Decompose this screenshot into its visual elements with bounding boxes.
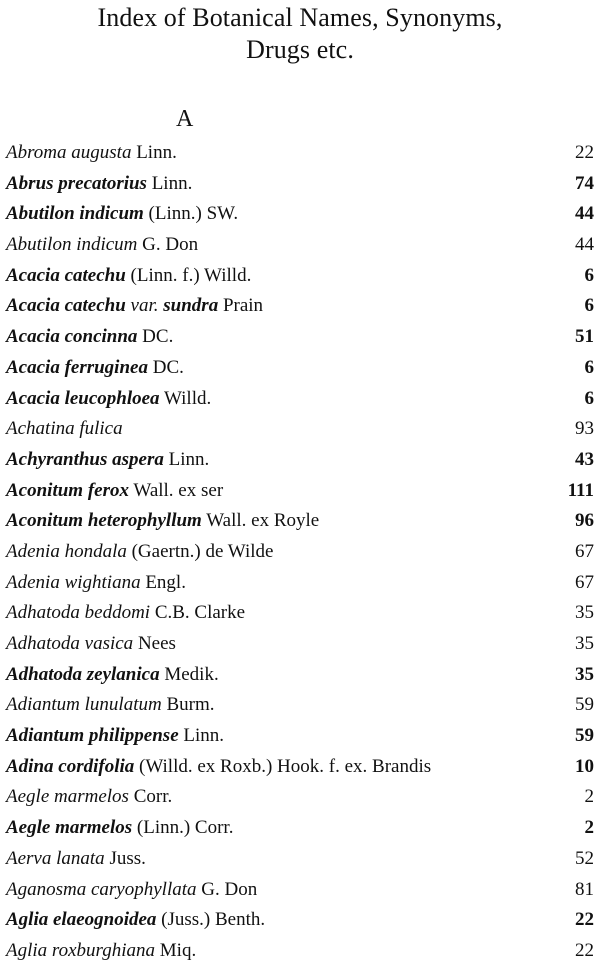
page-number: 43	[575, 448, 594, 470]
index-entry	[0, 476, 600, 507]
index-entry	[0, 138, 600, 169]
author-citation: Linn.	[168, 448, 210, 470]
author-citation: Burm.	[166, 694, 215, 716]
page-number: 111	[567, 479, 594, 501]
page-number: 96	[575, 510, 594, 532]
index-entry	[0, 384, 600, 415]
species-name: Acacia catechu	[6, 295, 126, 317]
entry-name	[6, 445, 209, 476]
species-name: Adhatoda vasica	[6, 633, 134, 654]
entry-name	[6, 844, 146, 875]
page-number: 2	[584, 786, 594, 808]
entry-name	[6, 138, 177, 169]
author-citation: Engl.	[145, 571, 186, 593]
entry-name	[6, 568, 186, 599]
page-number: 6	[584, 356, 594, 378]
index-entry	[0, 506, 600, 537]
index-entry	[0, 414, 600, 445]
page-number: 6	[584, 264, 594, 286]
entry-name	[6, 875, 257, 906]
author-citation: Juss.	[109, 847, 146, 869]
species-name: Acacia catechu	[6, 264, 126, 286]
author-citation: (Linn.) Corr.	[136, 817, 234, 839]
page-number: 67	[575, 540, 594, 562]
index-entry	[0, 844, 600, 875]
species-name: Adhatoda zeylanica	[6, 663, 160, 685]
entry-name	[6, 782, 172, 813]
index-list	[0, 138, 600, 967]
page-number: 22	[575, 142, 594, 163]
entry-name	[6, 322, 173, 353]
species-name: Adhatoda beddomi	[6, 602, 151, 624]
page-number: 74	[575, 172, 594, 194]
page-number: 35	[575, 663, 594, 685]
entry-name	[6, 721, 224, 752]
variety-label: var.	[130, 295, 159, 317]
index-entry	[0, 875, 600, 906]
entry-name	[6, 629, 176, 660]
entry-name	[6, 690, 214, 721]
entry-name	[6, 261, 251, 292]
author-citation: Nees	[137, 633, 176, 654]
index-entry	[0, 568, 600, 599]
index-entry	[0, 936, 600, 967]
author-citation: Linn.	[183, 725, 225, 747]
page-title	[0, 2, 600, 66]
species-name: Adenia hondala	[6, 540, 127, 562]
index-entry	[0, 199, 600, 230]
variety-name: sundra	[163, 295, 219, 317]
species-name: Acacia concinna	[6, 326, 138, 348]
author-citation: Corr.	[133, 786, 173, 808]
index-entry	[0, 721, 600, 752]
species-name: Achatina fulica	[6, 418, 123, 440]
index-entry	[0, 813, 600, 844]
species-name: Abrus precatorius	[6, 172, 147, 194]
entry-name	[6, 813, 233, 844]
index-entry	[0, 230, 600, 261]
author-citation: G. Don	[201, 878, 258, 900]
entry-name	[6, 537, 273, 568]
species-name: Acacia ferruginea	[6, 356, 148, 378]
index-entry	[0, 291, 600, 322]
index-entry	[0, 445, 600, 476]
author-citation: Prain	[222, 295, 264, 317]
author-citation: Miq.	[159, 939, 197, 961]
species-name: Acacia leucophloea	[6, 387, 160, 409]
index-entry	[0, 353, 600, 384]
page-number: 52	[575, 847, 594, 869]
author-citation: Linn.	[136, 142, 177, 163]
index-entry	[0, 660, 600, 691]
index-entry	[0, 537, 600, 568]
species-name: Aconitum ferox	[6, 479, 129, 501]
page-number: 35	[575, 602, 594, 624]
species-name: Adiantum philippense	[6, 725, 179, 747]
author-citation: (Linn. f.) Willd.	[130, 264, 252, 286]
species-name: Aerva lanata	[6, 847, 105, 869]
species-name: Aegle marmelos	[6, 786, 129, 808]
section-letter: A	[176, 106, 194, 132]
index-entry	[0, 322, 600, 353]
author-citation: (Willd. ex Roxb.) Hook. f. ex. Brandis	[139, 755, 432, 777]
index-entry	[0, 169, 600, 200]
species-name: Adiantum lunulatum	[6, 694, 162, 716]
title-line-1: Index of Botanical Names, Synonyms,	[97, 3, 503, 32]
author-citation: (Linn.) SW.	[148, 203, 239, 225]
author-citation: Wall. ex ser	[133, 479, 224, 501]
index-entry	[0, 690, 600, 721]
species-name: Aconitum heterophyllum	[6, 510, 202, 532]
species-name: Aganosma caryophyllata	[6, 878, 197, 900]
page-number: 93	[575, 418, 594, 440]
species-name: Achyranthus aspera	[6, 448, 164, 470]
entry-name	[6, 936, 196, 967]
page-number: 44	[575, 203, 594, 225]
species-name: Aglia elaeognoidea	[6, 909, 157, 931]
entry-name	[6, 230, 198, 261]
page-number: 22	[575, 909, 594, 931]
page-number: 67	[575, 571, 594, 593]
page-number: 35	[575, 633, 594, 654]
entry-name	[6, 199, 238, 230]
author-citation: DC.	[142, 326, 174, 348]
entry-name	[6, 905, 265, 936]
page-number: 59	[575, 694, 594, 716]
entry-name	[6, 752, 431, 783]
species-name: Aegle marmelos	[6, 817, 133, 839]
author-citation: (Gaertn.) de Wilde	[131, 540, 274, 562]
page-number: 59	[575, 725, 594, 747]
author-citation: (Juss.) Benth.	[161, 909, 266, 931]
entry-name	[6, 291, 263, 322]
index-entry	[0, 598, 600, 629]
species-name: Aglia roxburghiana	[6, 939, 156, 961]
page-number: 81	[575, 878, 594, 900]
page-number: 51	[575, 326, 594, 348]
species-name: Adenia wightiana	[6, 571, 141, 593]
page-number: 2	[584, 817, 594, 839]
index-entry	[0, 752, 600, 783]
species-name: Abroma augusta	[6, 142, 132, 163]
page-number: 6	[584, 295, 594, 317]
entry-name	[6, 353, 184, 384]
index-entry	[0, 782, 600, 813]
author-citation: DC.	[152, 356, 184, 378]
page-number: 44	[575, 234, 594, 256]
page-number: 10	[575, 755, 594, 777]
author-citation: Wall. ex Royle	[206, 510, 320, 532]
author-citation: Linn.	[151, 172, 193, 194]
entry-name	[6, 476, 223, 507]
title-line-2: Drugs etc.	[246, 35, 354, 64]
entry-name	[6, 384, 211, 415]
page-number: 6	[584, 387, 594, 409]
entry-name	[6, 506, 319, 537]
index-entry	[0, 261, 600, 292]
index-entry	[0, 629, 600, 660]
author-citation: Willd.	[163, 387, 212, 409]
entry-name	[6, 598, 245, 629]
entry-name	[6, 414, 123, 445]
species-name: Adina cordifolia	[6, 755, 135, 777]
author-citation: G. Don	[142, 234, 199, 256]
author-citation: C.B. Clarke	[154, 602, 246, 624]
entry-name	[6, 169, 192, 200]
author-citation: Medik.	[164, 663, 219, 685]
entry-name	[6, 660, 219, 691]
page-number: 22	[575, 939, 594, 961]
index-entry	[0, 905, 600, 936]
species-name: Abutilon indicum	[6, 203, 144, 225]
species-name: Abutilon indicum	[6, 234, 138, 256]
